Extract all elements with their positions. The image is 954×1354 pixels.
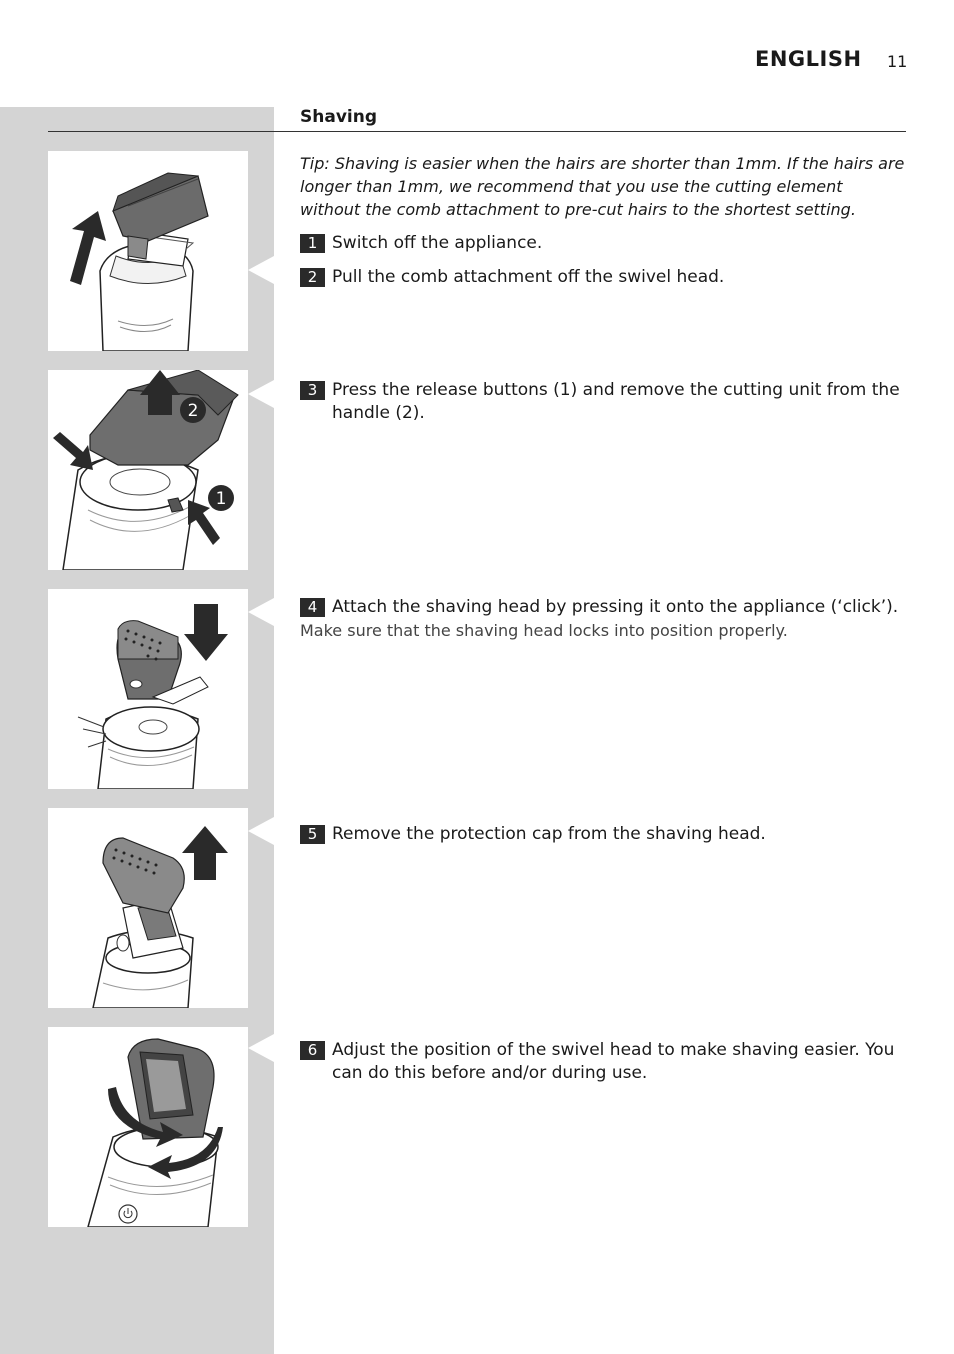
step-text: Switch off the appliance. <box>332 233 543 253</box>
arrow-up-icon <box>182 826 228 880</box>
section-divider <box>48 131 906 132</box>
step-text: Attach the shaving head by pressing it onto the appliance (‘click’). <box>332 597 899 617</box>
arrow-down-icon <box>184 604 228 661</box>
illustration-release-buttons <box>48 370 248 570</box>
illustration-pointer <box>248 380 274 408</box>
step-number: 3 <box>300 381 325 400</box>
language-label: ENGLISH <box>755 47 862 71</box>
step-number: 2 <box>300 268 325 287</box>
step-6 <box>300 1039 906 1085</box>
step-4 <box>300 596 906 619</box>
illustration-remove-cap <box>48 808 248 1008</box>
illustration-pointer <box>248 598 274 626</box>
step-3 <box>300 379 906 425</box>
step-5 <box>300 823 906 846</box>
tip-text: Tip: Shaving is easier when the hairs are shorter than 1mm. If the hairs are longer than 1mm, we recommend that you use the cutting element without the comb attachment to pre-cut hairs to the shortest setting. <box>300 154 905 219</box>
illustration-swivel-head <box>48 1027 248 1227</box>
illustration-pointer <box>248 256 274 284</box>
step-1 <box>300 232 906 255</box>
illustration-attach-head <box>48 589 248 789</box>
step-number: 1 <box>300 234 325 253</box>
step-number: 4 <box>300 598 325 617</box>
illustration-remove-comb <box>48 151 248 351</box>
step-text: Press the release buttons (1) and remove the cutting unit from the handle (2). <box>332 380 900 423</box>
callout-1: 1 <box>215 489 227 509</box>
step-number: 5 <box>300 825 325 844</box>
page-number: 11 <box>887 52 908 71</box>
illustration-pointer <box>248 817 274 845</box>
step-4-note: Make sure that the shaving head locks into position properly. <box>300 621 788 640</box>
step-number: 6 <box>300 1041 325 1060</box>
step-text: Remove the protection cap from the shaving head. <box>332 824 766 844</box>
callout-2: 2 <box>187 401 199 421</box>
illustration-pointer <box>248 1034 274 1062</box>
step-text: Pull the comb attachment off the swivel head. <box>332 267 725 287</box>
section-title: Shaving <box>300 107 377 127</box>
step-2 <box>300 266 906 289</box>
step-text: Adjust the position of the swivel head to make shaving easier. You can do this before and/or during use. <box>332 1040 895 1083</box>
